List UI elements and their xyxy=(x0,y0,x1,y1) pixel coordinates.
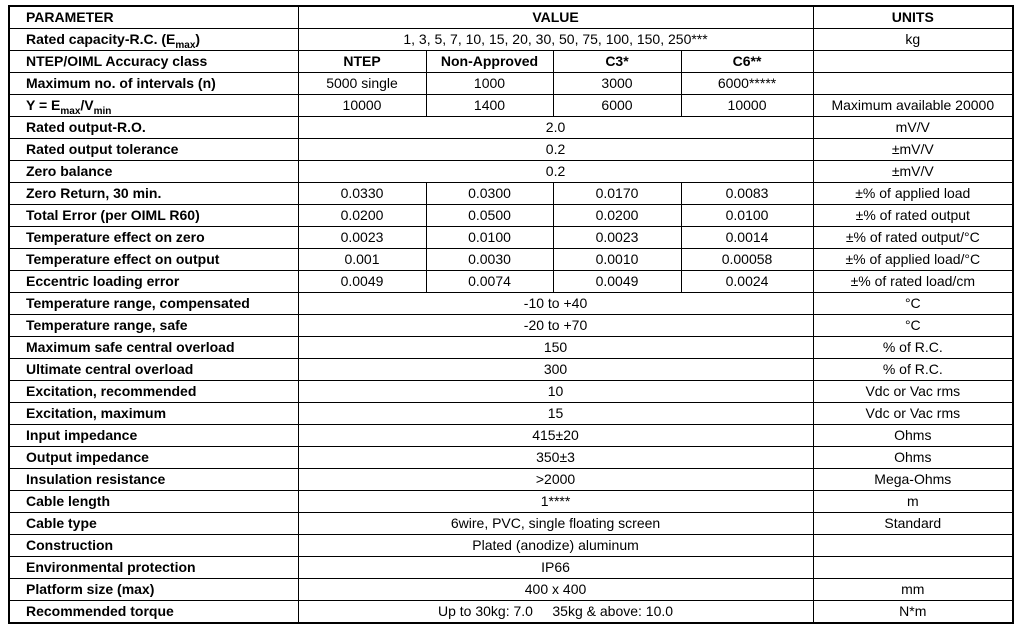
header-value: VALUE xyxy=(298,6,813,29)
parameter-cell xyxy=(9,579,298,601)
units-cell: ±% of rated load/cm xyxy=(813,271,1013,293)
table-row xyxy=(9,513,1013,535)
specification-table xyxy=(8,5,1014,624)
value-cell: 0.0023 xyxy=(298,227,426,249)
table-row xyxy=(9,315,1013,337)
parameter-text: NTEP/OIML Accuracy class xyxy=(26,53,208,70)
units-cell: °C xyxy=(813,293,1013,315)
value-cell: 0.001 xyxy=(298,249,426,271)
parameter-cell xyxy=(9,447,298,469)
parameter-cell xyxy=(9,139,298,161)
value-cell: 0.2 xyxy=(298,139,813,161)
units-cell: Vdc or Vac rms xyxy=(813,381,1013,403)
parameter-cell xyxy=(9,381,298,403)
value-cell: C6** xyxy=(681,51,813,73)
value-cell: 0.0170 xyxy=(553,183,681,205)
parameter-cell xyxy=(9,73,298,95)
value-cell: 0.0200 xyxy=(298,205,426,227)
parameter-cell xyxy=(9,183,298,205)
header-units: UNITS xyxy=(813,6,1013,29)
parameter-text: Y = E xyxy=(26,97,61,114)
parameter-text: Excitation, recommended xyxy=(26,383,197,400)
parameter-text: Maximum safe central overload xyxy=(26,339,235,356)
value-cell: 1400 xyxy=(426,95,553,117)
value-cell: C3* xyxy=(553,51,681,73)
parameter-text: Total Error (per OIML R60) xyxy=(26,207,200,224)
units-cell: Vdc or Vac rms xyxy=(813,403,1013,425)
value-cell: 1**** xyxy=(298,491,813,513)
value-cell: 0.0500 xyxy=(426,205,553,227)
units-cell: ±% of rated output xyxy=(813,205,1013,227)
value-cell: 0.0024 xyxy=(681,271,813,293)
units-cell xyxy=(813,535,1013,557)
parameter-text: Temperature effect on output xyxy=(26,251,220,268)
units-cell xyxy=(813,73,1013,95)
table-row xyxy=(9,95,1013,117)
parameter-cell xyxy=(9,293,298,315)
parameter-text: Recommended torque xyxy=(26,603,174,620)
units-cell: °C xyxy=(813,315,1013,337)
parameter-cell xyxy=(9,535,298,557)
value-cell: 3000 xyxy=(553,73,681,95)
parameter-cell xyxy=(9,51,298,73)
parameter-text: Excitation, maximum xyxy=(26,405,167,422)
value-cell: 10000 xyxy=(298,95,426,117)
parameter-cell xyxy=(9,601,298,624)
table-row xyxy=(9,381,1013,403)
value-cell: 0.0030 xyxy=(426,249,553,271)
value-cell: 6wire, PVC, single floating screen xyxy=(298,513,813,535)
value-cell: 300 xyxy=(298,359,813,381)
parameter-text: Cable type xyxy=(26,515,97,532)
table-row xyxy=(9,271,1013,293)
parameter-cell xyxy=(9,315,298,337)
units-cell: % of R.C. xyxy=(813,337,1013,359)
units-cell xyxy=(813,51,1013,73)
value-cell: 15 xyxy=(298,403,813,425)
value-cell: 0.0049 xyxy=(553,271,681,293)
parameter-text: Maximum no. of intervals (n) xyxy=(26,75,216,92)
units-cell: ±% of applied load/°C xyxy=(813,249,1013,271)
value-cell: 0.0074 xyxy=(426,271,553,293)
units-cell: ±% of rated output/°C xyxy=(813,227,1013,249)
parameter-text: Construction xyxy=(26,537,114,554)
units-cell: m xyxy=(813,491,1013,513)
table-row xyxy=(9,51,1013,73)
value-cell: 6000 xyxy=(553,95,681,117)
parameter-text: /V xyxy=(80,97,94,114)
value-cell: Non-Approved xyxy=(426,51,553,73)
table-row xyxy=(9,491,1013,513)
value-cell: 0.0014 xyxy=(681,227,813,249)
table-row xyxy=(9,249,1013,271)
table-row xyxy=(9,29,1013,51)
value-cell: NTEP xyxy=(298,51,426,73)
parameter-cell xyxy=(9,337,298,359)
parameter-cell xyxy=(9,425,298,447)
parameter-text: Eccentric loading error xyxy=(26,273,180,290)
table-row xyxy=(9,535,1013,557)
table-row xyxy=(9,579,1013,601)
value-cell: 0.0300 xyxy=(426,183,553,205)
table-row xyxy=(9,73,1013,95)
parameter-subscript: max xyxy=(175,39,196,51)
units-cell: mm xyxy=(813,579,1013,601)
parameter-cell xyxy=(9,29,298,51)
parameter-text: Zero balance xyxy=(26,163,113,180)
value-cell: 0.0023 xyxy=(553,227,681,249)
units-cell: N*m xyxy=(813,601,1013,624)
table-row xyxy=(9,447,1013,469)
table-row xyxy=(9,601,1013,624)
table-row xyxy=(9,205,1013,227)
parameter-text: Cable length xyxy=(26,493,111,510)
parameter-text: Input impedance xyxy=(26,427,138,444)
parameter-cell xyxy=(9,95,298,117)
value-cell: -20 to +70 xyxy=(298,315,813,337)
parameter-subscript: min xyxy=(93,105,112,117)
value-cell: Plated (anodize) aluminum xyxy=(298,535,813,557)
table-row xyxy=(9,227,1013,249)
parameter-cell xyxy=(9,117,298,139)
parameter-text: Rated output-R.O. xyxy=(26,119,146,136)
units-cell: Ohms xyxy=(813,425,1013,447)
parameter-text: Rated capacity-R.C. (E xyxy=(26,31,176,48)
parameter-text: Temperature effect on zero xyxy=(26,229,205,246)
parameter-text: Ultimate central overload xyxy=(26,361,194,378)
parameter-cell xyxy=(9,161,298,183)
value-cell: 10000 xyxy=(681,95,813,117)
units-cell: % of R.C. xyxy=(813,359,1013,381)
table-row xyxy=(9,337,1013,359)
value-cell: 0.00058 xyxy=(681,249,813,271)
value-cell: 0.0049 xyxy=(298,271,426,293)
parameter-text: Temperature range, safe xyxy=(26,317,188,334)
parameter-cell xyxy=(9,249,298,271)
table-row xyxy=(9,557,1013,579)
value-cell: 0.0100 xyxy=(681,205,813,227)
value-cell: IP66 xyxy=(298,557,813,579)
units-cell: ±mV/V xyxy=(813,139,1013,161)
parameter-cell xyxy=(9,491,298,513)
value-cell: 0.0010 xyxy=(553,249,681,271)
parameter-cell xyxy=(9,513,298,535)
parameter-cell xyxy=(9,227,298,249)
parameter-text: Platform size (max) xyxy=(26,581,155,598)
header-row xyxy=(9,6,1013,29)
units-cell: ±mV/V xyxy=(813,161,1013,183)
value-cell: 415±20 xyxy=(298,425,813,447)
table-row xyxy=(9,403,1013,425)
value-cell: 1, 3, 5, 7, 10, 15, 20, 30, 50, 75, 100, 150, 250*** xyxy=(298,29,813,51)
parameter-cell xyxy=(9,359,298,381)
table-row xyxy=(9,117,1013,139)
parameter-cell xyxy=(9,469,298,491)
parameter-subscript: max xyxy=(60,105,81,117)
units-cell: kg xyxy=(813,29,1013,51)
table-row xyxy=(9,139,1013,161)
parameter-text: Insulation resistance xyxy=(26,471,166,488)
units-cell xyxy=(813,557,1013,579)
header-parameter: PARAMETER xyxy=(9,6,298,29)
value-cell: 0.2 xyxy=(298,161,813,183)
table-row xyxy=(9,161,1013,183)
value-cell: 400 x 400 xyxy=(298,579,813,601)
value-cell: >2000 xyxy=(298,469,813,491)
table-row xyxy=(9,293,1013,315)
parameter-cell xyxy=(9,403,298,425)
spec-table-body xyxy=(9,29,1013,624)
value-cell: 0.0083 xyxy=(681,183,813,205)
units-cell: mV/V xyxy=(813,117,1013,139)
table-row xyxy=(9,469,1013,491)
parameter-cell xyxy=(9,557,298,579)
value-cell: 1000 xyxy=(426,73,553,95)
parameter-text: ) xyxy=(195,31,201,48)
value-cell: 350±3 xyxy=(298,447,813,469)
value-cell: Up to 30kg: 7.0 35kg & above: 10.0 xyxy=(298,601,813,624)
value-cell: 5000 single xyxy=(298,73,426,95)
parameter-text: Output impedance xyxy=(26,449,149,466)
value-cell: 10 xyxy=(298,381,813,403)
units-cell: ±% of applied load xyxy=(813,183,1013,205)
value-cell: 150 xyxy=(298,337,813,359)
units-cell: Standard xyxy=(813,513,1013,535)
units-cell: Ohms xyxy=(813,447,1013,469)
value-cell: -10 to +40 xyxy=(298,293,813,315)
table-row xyxy=(9,183,1013,205)
parameter-text: Rated output tolerance xyxy=(26,141,179,158)
parameter-text: Temperature range, compensated xyxy=(26,295,250,312)
parameter-text: Zero Return, 30 min. xyxy=(26,185,162,202)
units-cell: Maximum available 20000 xyxy=(813,95,1013,117)
value-cell: 0.0330 xyxy=(298,183,426,205)
value-cell: 6000***** xyxy=(681,73,813,95)
value-cell: 2.0 xyxy=(298,117,813,139)
units-cell: Mega-Ohms xyxy=(813,469,1013,491)
table-row xyxy=(9,425,1013,447)
parameter-text: Environmental protection xyxy=(26,559,196,576)
table-row xyxy=(9,359,1013,381)
parameter-cell xyxy=(9,271,298,293)
value-cell: 0.0200 xyxy=(553,205,681,227)
parameter-cell xyxy=(9,205,298,227)
value-cell: 0.0100 xyxy=(426,227,553,249)
